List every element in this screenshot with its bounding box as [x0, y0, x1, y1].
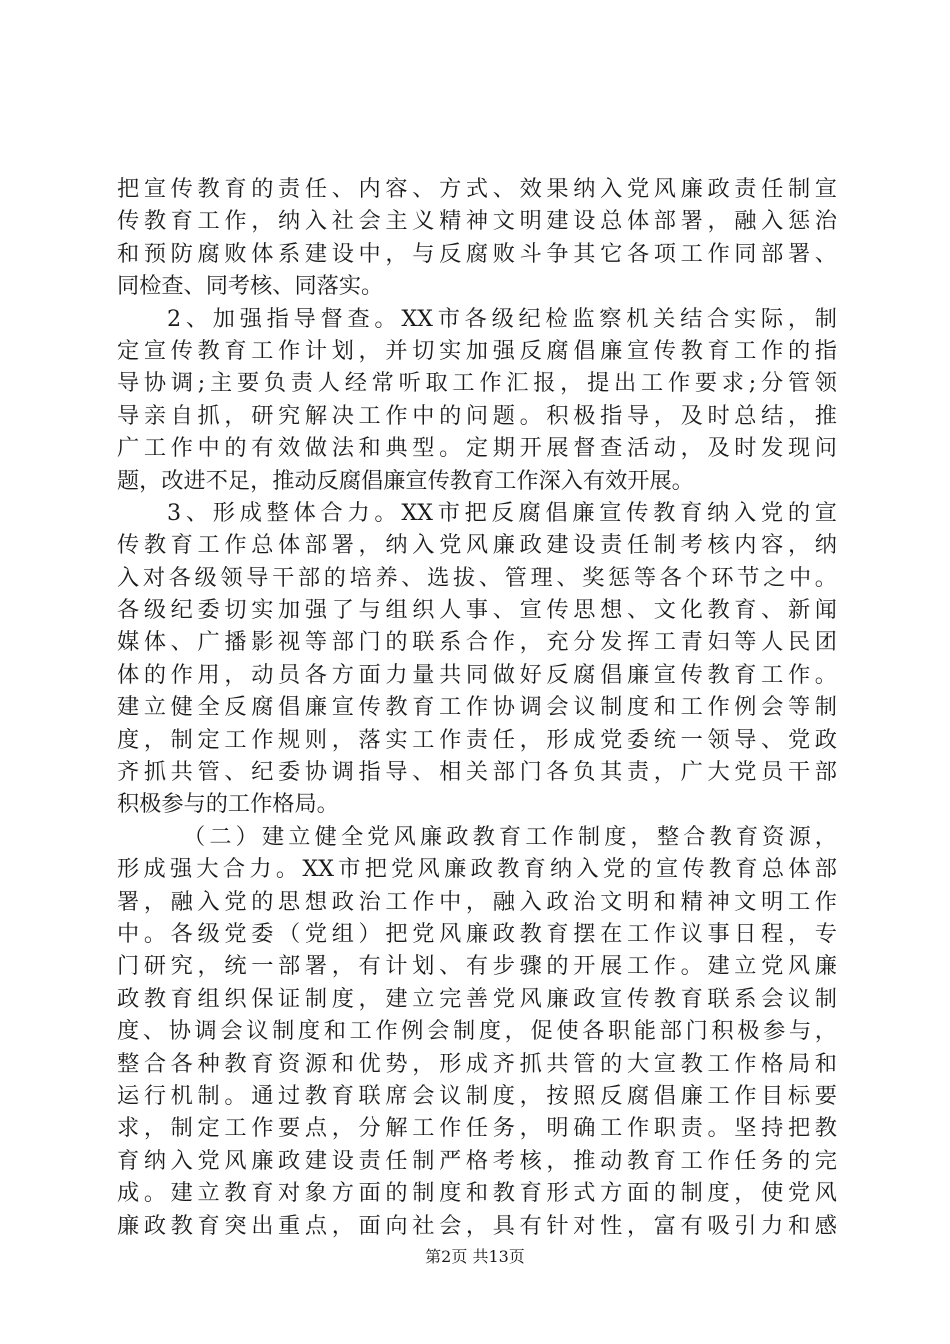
text-line: 形成强大合力。XX市把党风廉政教育纳入党的宣传教育总体部: [117, 856, 837, 883]
text-line: 运行机制。通过教育联席会议制度，按照反腐倡廉工作目标要: [117, 1082, 837, 1109]
text-line: 署，融入党的思想政治工作中，融入政治文明和精神文明工作: [117, 888, 837, 915]
page-footer: 第2页 共13页: [425, 1247, 525, 1266]
text-line: 育纳入党风廉政建设责任制严格考核，推动教育工作任务的完: [117, 1147, 837, 1174]
text-line: 成。建立教育对象方面的制度和教育形式方面的制度，使党风: [117, 1180, 837, 1207]
text-line: 同检查、同考核、同落实。: [117, 273, 384, 300]
text-line: 积极参与的工作格局。: [117, 791, 339, 818]
text-line: 体的作用，动员各方面力量共同做好反腐倡廉宣传教育工作。: [117, 661, 837, 688]
text-line: 媒体、广播影视等部门的联系合作，充分发挥工青妇等人民团: [117, 629, 837, 656]
text-line: 传教育工作，纳入社会主义精神文明建设总体部署，融入惩治: [117, 208, 837, 235]
text-line: 度，制定工作规则，落实工作责任，形成党委统一领导、党政: [117, 726, 837, 753]
text-line: 传教育工作总体部署，纳入党风廉政建设责任制考核内容，纳: [117, 532, 837, 559]
text-line: 齐抓共管、纪委协调指导、相关部门各负其责，广大党员干部: [117, 759, 837, 786]
text-line: 3、形成整体合力。XX市把反腐倡廉宣传教育纳入党的宣: [167, 499, 837, 526]
text-line: 整合各种教育资源和优势，形成齐抓共管的大宣教工作格局和: [117, 1050, 837, 1077]
text-line: 门研究，统一部署，有计划、有步骤的开展工作。建立党风廉: [117, 953, 837, 980]
text-line: 政教育组织保证制度，建立完善党风廉政宣传教育联系会议制: [117, 985, 837, 1012]
text-line: 题，改进不足，推动反腐倡廉宣传教育工作深入有效开展。: [117, 467, 694, 494]
document-body: [117, 173, 837, 1242]
text-line: 把宣传教育的责任、内容、方式、效果纳入党风廉政责任制宣: [117, 176, 837, 202]
text-line: 中。各级党委（党组）把党风廉政教育摆在工作议事日程，专: [117, 920, 837, 947]
text-line: 和预防腐败体系建设中，与反腐败斗争其它各项工作同部署、: [117, 240, 837, 267]
text-line: 定宣传教育工作计划，并切实加强反腐倡廉宣传教育工作的指: [117, 337, 837, 364]
text-line: （二）建立健全党风廉政教育工作制度，整合教育资源，: [183, 823, 837, 850]
text-line: 导协调;主要负责人经常听取工作汇报，提出工作要求;分管领: [117, 370, 837, 397]
text-line: 入对各级领导干部的培养、选拔、管理、奖惩等各个环节之中。: [117, 564, 837, 591]
text-line: 求，制定工作要点，分解工作任务，明确工作职责。坚持把教: [117, 1115, 837, 1142]
text-line: 廉政教育突出重点，面向社会，具有针对性，富有吸引力和感: [117, 1212, 837, 1239]
text-line: 2、加强指导督查。XX市各级纪检监察机关结合实际，制: [167, 305, 837, 332]
text-line: 度、协调会议制度和工作例会制度，促使各职能部门积极参与，: [117, 1018, 837, 1045]
text-line: 各级纪委切实加强了与组织人事、宣传思想、文化教育、新闻: [117, 597, 837, 624]
text-line: 广工作中的有效做法和典型。定期开展督查活动，及时发现问: [117, 435, 837, 462]
text-line: 导亲自抓，研究解决工作中的问题。积极指导，及时总结，推: [117, 402, 837, 429]
text-line: 建立健全反腐倡廉宣传教育工作协调会议制度和工作例会等制: [117, 694, 837, 721]
